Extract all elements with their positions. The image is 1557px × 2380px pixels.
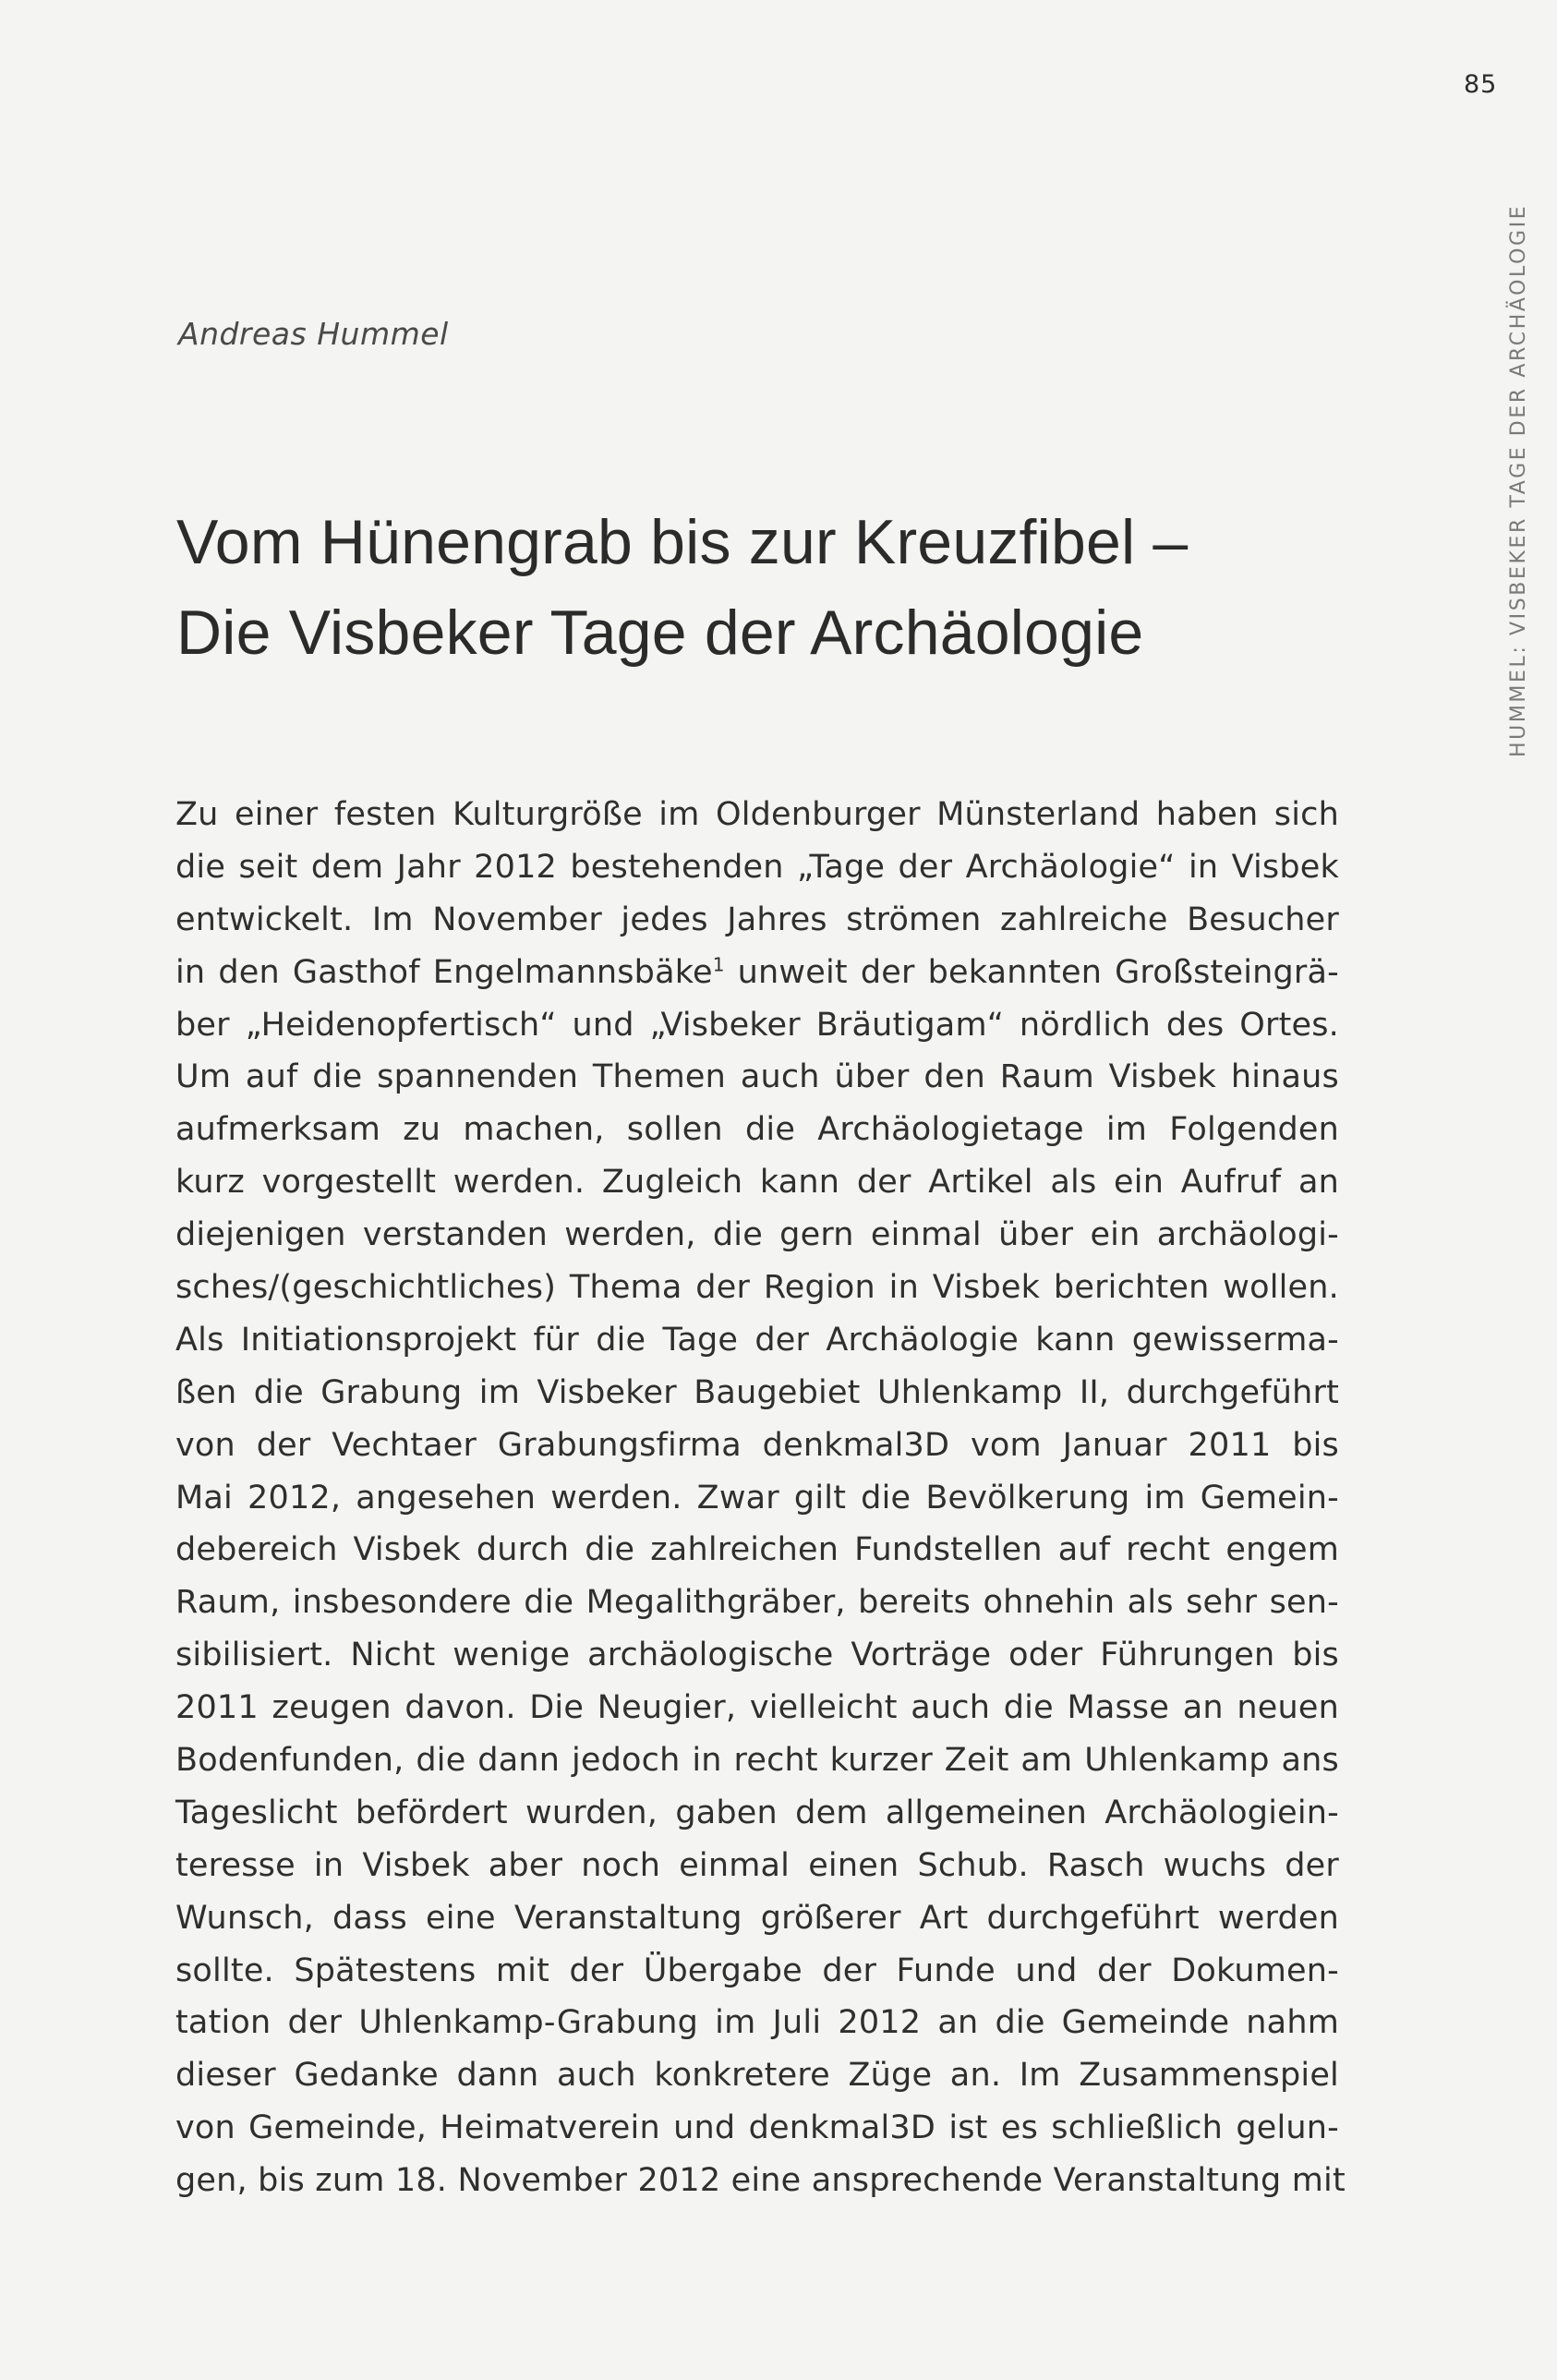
body-line: teresse in Visbek aber noch einmal einen Schub. Rasch wuchs der xyxy=(175,1846,1339,1884)
body-line: Bodenfunden, die dann jedoch in recht kurzer Zeit am Uhlenkamp ans xyxy=(175,1742,1339,1780)
body-line: sches/(geschichtliches) Thema der Region in Visbek berichten wollen. xyxy=(175,1269,1339,1307)
body-line: sibilisiert. Nicht wenige archäologische Vorträge oder Führungen bis xyxy=(175,1637,1339,1674)
body-text xyxy=(175,789,1346,2207)
body-line: Wunsch, dass eine Veranstaltung größerer Art durchgeführt werden xyxy=(175,1899,1339,1937)
body-line: Mai 2012, angesehen werden. Zwar gilt die Bevölkerung im Gemein- xyxy=(175,1479,1339,1516)
body-line: die seit dem Jahr 2012 bestehenden „Tage der Archäologie“ in Visbek xyxy=(175,848,1339,886)
body-line: 2011 zeugen davon. Die Neugier, vielleicht auch die Masse an neuen xyxy=(175,1689,1339,1727)
body-line-with-footnote xyxy=(175,947,1339,999)
body-line: kurz vorgestellt werden. Zugleich kann der Artikel als ein Aufruf an xyxy=(175,1164,1339,1202)
body-line: aufmerksam zu machen, sollen die Archäologietage im Folgenden xyxy=(175,1111,1339,1149)
body-line-start: in den Gasthof Engelmannsbäke xyxy=(175,953,713,991)
body-line: ßen die Grabung im Visbeker Baugebiet Uhlenkamp II, durchgeführt xyxy=(175,1373,1339,1411)
body-line: debereich Visbek durch die zahlreichen Fundstellen auf recht engem xyxy=(175,1531,1339,1569)
body-line: Raum, insbesondere die Megalithgräber, bereits ohnehin als sehr sen- xyxy=(175,1584,1339,1622)
title-line-1: Vom Hünengrab bis zur Kreuzfibel – xyxy=(176,507,1189,577)
body-line: diejenigen verstanden werden, die gern einmal über ein archäologi- xyxy=(175,1216,1339,1254)
article-title xyxy=(176,497,1377,678)
body-line: von der Vechtaer Grabungsfirma denkmal3D vom Januar 2011 bis xyxy=(175,1426,1339,1464)
body-line: sollte. Spätestens mit der Übergabe der Funde und der Dokumen- xyxy=(175,1951,1339,1989)
body-line: von Gemeinde, Heimatverein und denkmal3D ist es schließlich gelun- xyxy=(175,2109,1339,2147)
body-line: tation der Uhlenkamp-Grabung im Juli 2012 an die Gemeinde nahm xyxy=(175,2004,1339,2042)
body-line: entwickelt. Im November jedes Jahres strömen zahlreiche Besucher xyxy=(175,900,1339,938)
body-line: Als Initiationsprojekt für die Tage der Archäologie kann gewisserma- xyxy=(175,1321,1339,1359)
body-line-end: unweit der bekannten Großsteingrä- xyxy=(724,953,1339,991)
body-line: gen, bis zum 18. November 2012 eine ansprechende Veranstaltung mit xyxy=(175,2162,1346,2200)
body-line: Zu einer festen Kulturgröße im Oldenburger Münsterland haben sich xyxy=(175,796,1339,833)
title-line-2: Die Visbeker Tage der Archäologie xyxy=(176,598,1144,668)
body-line: dieser Gedanke dann auch konkretere Züge an. Im Zusammenspiel xyxy=(175,2057,1339,2095)
running-head: HUMMEL: VISBEKER TAGE DER ARCHÄOLOGIE xyxy=(1507,203,1530,757)
page-number: 85 xyxy=(1464,70,1498,99)
body-line: Um auf die spannenden Themen auch über den Raum Visbek hinaus xyxy=(175,1058,1339,1096)
footnote-reference[interactable]: 1 xyxy=(712,953,725,976)
body-line: Tageslicht befördert wurden, gaben dem allgemeinen Archäologiein- xyxy=(175,1794,1339,1831)
body-line: ber „Heidenopfertisch“ und „Visbeker Bräutigam“ nördlich des Ortes. xyxy=(175,1006,1339,1044)
author-name: Andreas Hummel xyxy=(178,316,449,352)
